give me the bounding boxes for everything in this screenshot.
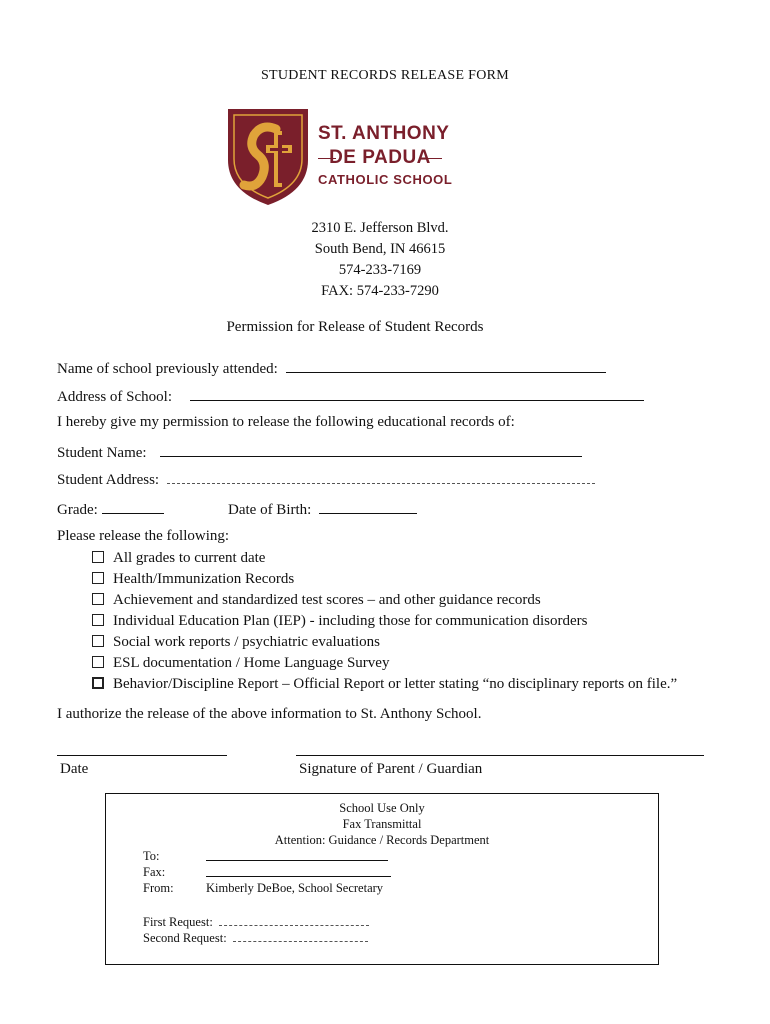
date-signature-line[interactable] [57, 755, 227, 756]
option-label: ESL documentation / Home Language Survey [113, 655, 390, 671]
parent-signature-line[interactable] [296, 755, 704, 756]
school-address-label: Address of School: [57, 389, 172, 405]
second-request-row [143, 930, 368, 946]
student-address-field[interactable] [167, 471, 595, 484]
first-request-row [143, 914, 369, 930]
student-name-label: Student Name: [57, 445, 147, 461]
school-phone: 574-233-7169 [338, 262, 422, 278]
second-request-field[interactable] [233, 930, 368, 942]
to-field[interactable] [206, 847, 388, 861]
fax-label: Fax: [143, 865, 166, 879]
logo-line-1: ST. ANTHONY [318, 123, 450, 144]
option-label: All grades to current date [113, 550, 266, 566]
option-label: Behavior/Discipline Report – Official Report or letter stating “no disciplinary reports on file.” [113, 676, 678, 692]
student-name-row [57, 442, 582, 462]
previous-school-row [57, 358, 606, 378]
option-iep[interactable] [92, 613, 588, 630]
school-use-box [105, 793, 659, 965]
checkbox[interactable] [92, 614, 104, 626]
student-address-row [57, 471, 595, 489]
option-label: Social work reports / psychiatric evaluations [113, 634, 381, 650]
checkbox[interactable] [92, 656, 104, 668]
school-fax: FAX: 574-233-7290 [321, 283, 439, 299]
checkbox[interactable] [92, 551, 104, 563]
to-label: To: [143, 849, 160, 863]
date-label: Date [60, 761, 89, 777]
student-name-field[interactable] [160, 442, 582, 457]
school-address-field[interactable] [190, 386, 644, 401]
option-label: Health/Immunization Records [113, 571, 295, 587]
option-achievement-scores[interactable] [92, 592, 541, 609]
school-street: 2310 E. Jefferson Blvd. [311, 220, 449, 236]
first-request-field[interactable] [219, 914, 369, 926]
fax-field[interactable] [206, 863, 391, 877]
logo-rule-right [424, 158, 442, 159]
school-logo [224, 105, 454, 205]
option-health-records[interactable] [92, 571, 294, 588]
authorization-text: I authorize the release of the above information to St. Anthony School. [57, 706, 482, 722]
option-esl[interactable] [92, 655, 389, 672]
checkbox[interactable] [92, 593, 104, 605]
logo-line-3: CATHOLIC SCHOOL [318, 172, 453, 187]
checkbox[interactable] [92, 572, 104, 584]
second-request-label: Second Request: [143, 931, 227, 945]
dob-row [228, 499, 417, 519]
option-behavior-report[interactable] [92, 676, 677, 693]
logo-rule-left [318, 158, 336, 159]
from-label: From: [143, 881, 174, 895]
permission-text: I hereby give my permission to release the following educational records of: [57, 414, 515, 430]
dob-field[interactable] [319, 499, 417, 514]
logo-line-2: DE PADUA [329, 147, 431, 168]
release-heading: Please release the following: [57, 528, 230, 544]
grade-field[interactable] [102, 499, 164, 514]
first-request-label: First Request: [143, 915, 213, 929]
option-label: Individual Education Plan (IEP) - including those for communication disorders [113, 613, 588, 629]
school-address-row [57, 386, 644, 406]
signature-label: Signature of Parent / Guardian [299, 761, 483, 777]
option-label: Achievement and standardized test scores – and other guidance records [113, 592, 541, 608]
attention-line: Attention: Guidance / Records Department [274, 833, 490, 847]
previous-school-field[interactable] [286, 358, 606, 373]
school-use-heading: School Use Only [339, 801, 425, 815]
from-value: Kimberly DeBoe, School Secretary [206, 881, 384, 895]
grade-row [57, 499, 164, 519]
form-title: STUDENT RECORDS RELEASE FORM [260, 68, 510, 83]
form-subtitle: Permission for Release of Student Records [226, 319, 484, 335]
checkbox[interactable] [92, 635, 104, 647]
grade-label: Grade: [57, 502, 98, 518]
option-all-grades[interactable] [92, 550, 265, 567]
school-city: South Bend, IN 46615 [314, 241, 446, 257]
checkbox[interactable] [92, 677, 104, 689]
student-address-label: Student Address: [57, 472, 160, 488]
dob-label: Date of Birth: [228, 502, 312, 518]
option-social-work[interactable] [92, 634, 380, 651]
previous-school-label: Name of school previously attended: [57, 361, 278, 377]
fax-transmittal: Fax Transmittal [342, 817, 422, 831]
